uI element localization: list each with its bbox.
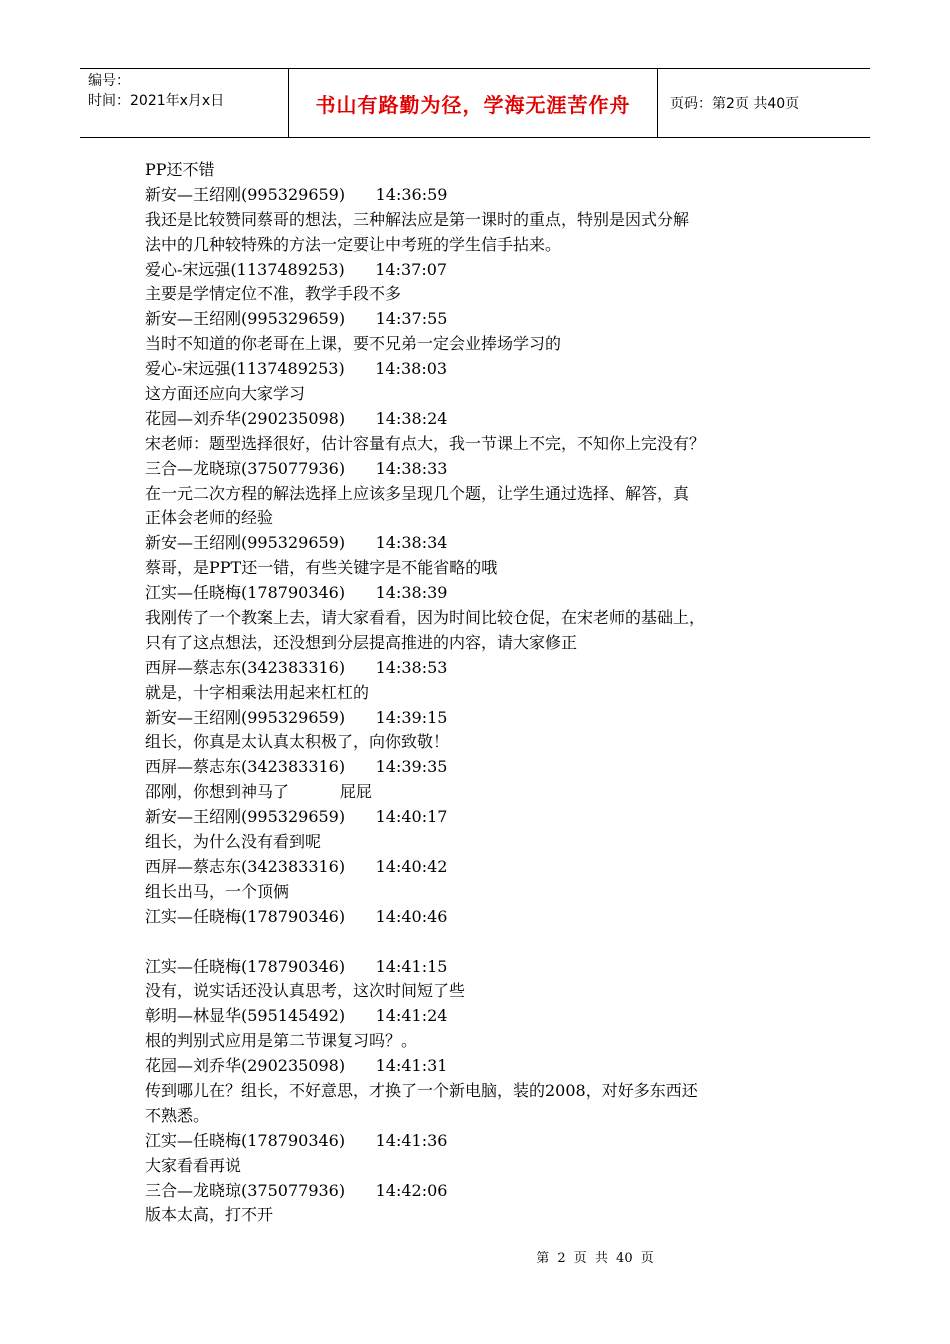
chat-line: 正体会老师的经验 <box>145 508 274 528</box>
chat-line: 新安—王绍刚(995329659) 14:38:34 <box>145 533 448 553</box>
chat-line: 新安—王绍刚(995329659) 14:37:55 <box>145 309 448 329</box>
chat-line: 彰明—林显华(595145492) 14:41:24 <box>145 1006 448 1026</box>
header-meta <box>80 69 289 137</box>
chat-line: 不熟悉。 <box>145 1105 210 1125</box>
chat-line: 江实—任晓梅(178790346) 14:40:46 <box>145 906 448 926</box>
chat-line: 花园—刘乔华(290235098) 14:41:31 <box>145 1056 448 1076</box>
footer-page-number: 第 2 页 共 40 页 <box>536 1251 654 1266</box>
chat-line: 蔡哥，是PPT还一错，有些关键字是不能省略的哦 <box>145 558 498 578</box>
chat-line: 这方面还应向大家学习 <box>145 384 306 404</box>
chat-line: 传到哪儿在？组长，不好意思，才换了一个新电脑，装的2008，对好多东西还 <box>145 1080 698 1100</box>
chat-line: 主要是学情定位不准，教学手段不多 <box>145 284 402 304</box>
header-motto: 书山有路勤为径，学海无涯苦作舟 <box>289 69 658 137</box>
chat-line: 组长出马，一个顶俩 <box>145 881 290 901</box>
chat-line: 大家看看再说 <box>145 1155 242 1175</box>
chat-line: 新安—王绍刚(995329659) 14:39:15 <box>145 707 448 727</box>
chat-line: 宋老师：题型选择很好，估计容量有点大，我一节课上不完，不知你上完没有？ <box>145 433 706 453</box>
chat-line <box>145 930 825 955</box>
header-page-info: 页码：第2页 共40页 <box>670 96 800 112</box>
chat-line: 爱心-宋远强(1137489253) 14:37:07 <box>145 259 448 279</box>
chat-line: 江实—任晓梅(178790346) 14:38:39 <box>145 583 448 603</box>
chat-line: 江实—任晓梅(178790346) 14:41:15 <box>145 956 448 976</box>
chat-line: 只有了这点想法，还没想到分层提高推进的内容，请大家修正 <box>145 632 578 652</box>
page-footer <box>0 1247 950 1266</box>
chat-line: 根的判别式应用是第二节课复习吗？。 <box>145 1031 418 1051</box>
chat-line: 新安—王绍刚(995329659) 14:40:17 <box>145 807 448 827</box>
chat-line: 西屏—蔡志东(342383316) 14:38:53 <box>145 657 448 677</box>
page-header <box>80 68 870 138</box>
chat-line: 法中的几种较特殊的方法一定要让中考班的学生信手拈来。 <box>145 234 562 254</box>
chat-line: 我刚传了一个教案上去，请大家看看，因为时间比较仓促，在宋老师的基础上， <box>145 608 706 628</box>
chat-line: 西屏—蔡志东(342383316) 14:39:35 <box>145 757 448 777</box>
chat-line: 没有，说实话还没认真思考，这次时间短了些 <box>145 981 466 1001</box>
chat-line: 我还是比较赞同蔡哥的想法，三种解法应是第一课时的重点，特别是因式分解 <box>145 209 690 229</box>
date-label: 时间：2021年x月x日 <box>88 93 225 109</box>
chat-line: 西屏—蔡志东(342383316) 14:40:42 <box>145 856 448 876</box>
chat-line: 三合—龙晓琼(375077936) 14:42:06 <box>145 1180 448 1200</box>
number-label: 编号： <box>88 73 130 89</box>
chat-line: 江实—任晓梅(178790346) 14:41:36 <box>145 1130 448 1150</box>
chat-line: 组长，为什么没有看到呢 <box>145 832 322 852</box>
chat-line: 三合—龙晓琼(375077936) 14:38:33 <box>145 458 448 478</box>
chat-line: 邵刚，你想到神马了 屁屁 <box>145 782 372 802</box>
chat-line: 组长，你真是太认真太积极了，向你致敬！ <box>145 732 450 752</box>
chat-line: 当时不知道的你老哥在上课，要不兄弟一定会业捧场学习的 <box>145 334 562 354</box>
chat-line: PP还不错 <box>145 160 215 179</box>
chat-log <box>145 158 825 1228</box>
chat-line: 就是，十字相乘法用起来杠杠的 <box>145 682 370 702</box>
chat-line: 版本太高，打不开 <box>145 1205 274 1225</box>
chat-line: 新安—王绍刚(995329659) 14:36:59 <box>145 184 448 204</box>
chat-line: 花园—刘乔华(290235098) 14:38:24 <box>145 408 448 428</box>
chat-line: 爱心-宋远强(1137489253) 14:38:03 <box>145 359 448 379</box>
chat-line: 在一元二次方程的解法选择上应该多呈现几个题，让学生通过选择、解答，真 <box>145 483 690 503</box>
